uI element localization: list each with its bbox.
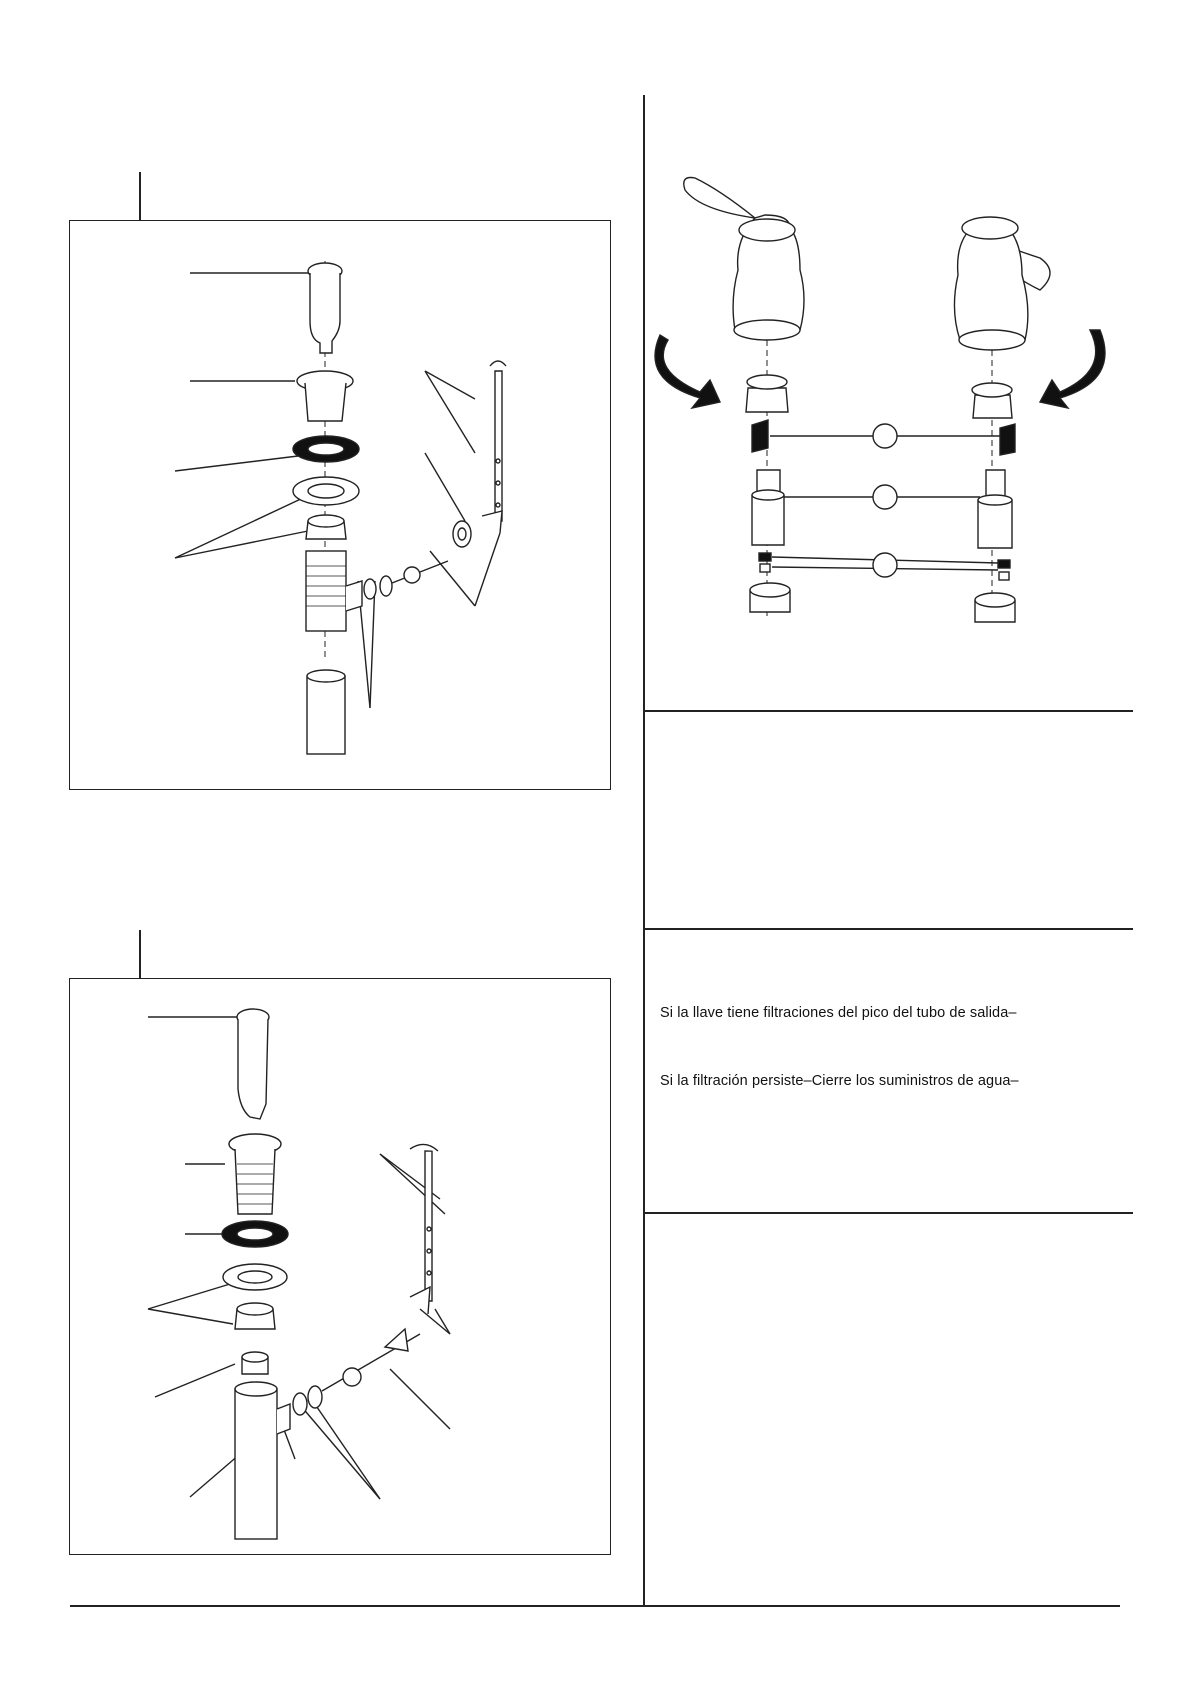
spout-leak-instruction: Si la llave tiene filtraciones del pico del tubo de salida– (660, 1005, 1017, 1021)
persist-leak-instruction: Si la filtración persiste–Cierre los suministros de agua– (660, 1073, 1019, 1089)
figure-tab-marker-bottom (139, 930, 141, 978)
handle-cartridge-exploded-icon (0, 0, 1191, 700)
footer-rule (70, 1605, 1120, 1607)
drain-assembly-figure-bottom (69, 978, 611, 1555)
drain-assembly-with-tailpiece-icon (70, 979, 610, 1554)
right-section-rule-1 (645, 710, 1133, 712)
right-section-rule-2 (645, 928, 1133, 930)
right-section-rule-3 (645, 1212, 1133, 1214)
